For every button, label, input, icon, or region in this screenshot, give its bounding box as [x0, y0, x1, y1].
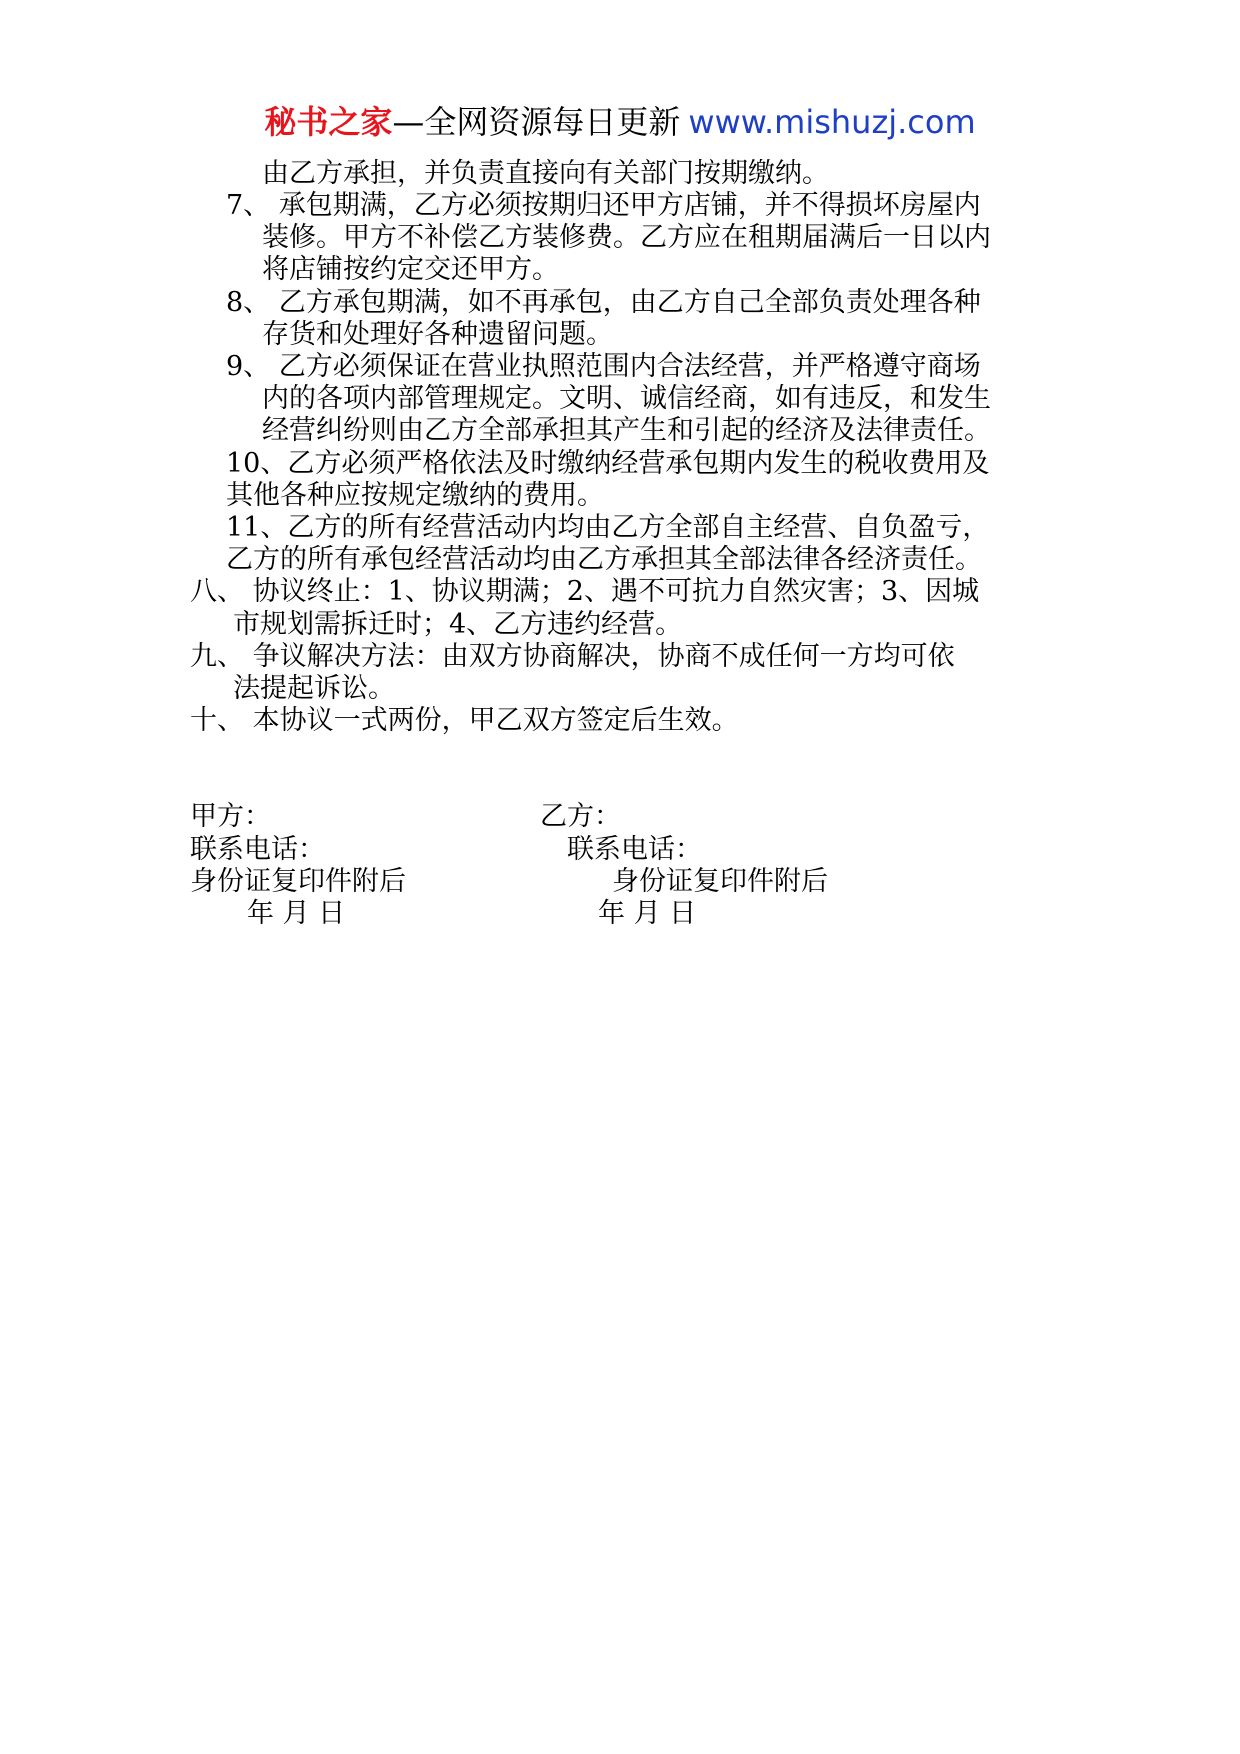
party-a-label: 甲方：	[190, 801, 271, 832]
clause-line: 由乙方承担，并负责直接向有关部门按期缴纳。	[262, 158, 829, 189]
clause-9-line: 9、 乙方必须保证在营业执照范围内合法经营，并严格遵守商场	[226, 351, 981, 382]
clause-line: 乙方的所有承包经营活动均由乙方承担其全部法律各经济责任。	[226, 544, 982, 575]
section-9-line: 九、 争议解决方法：由双方协商解决，协商不成任何一方均可依	[190, 641, 955, 672]
site-slogan: —全网资源每日更新	[392, 103, 681, 141]
section-8-line: 八、 协议终止：1、协议期满；2、遇不可抗力自然灾害；3、因城	[190, 576, 980, 607]
clause-8-line: 8、 乙方承包期满，如不再承包，由乙方自己全部负责处理各种	[226, 287, 981, 318]
party-a-phone: 联系电话：	[190, 834, 325, 865]
party-b-date: 年 月 日	[598, 898, 697, 929]
party-a-date: 年 月 日	[247, 898, 346, 929]
clause-7-line: 7、 承包期满，乙方必须按期归还甲方店铺，并不得损坏房屋内	[226, 190, 981, 221]
party-a-id-note: 身份证复印件附后	[190, 866, 406, 897]
site-header	[0, 100, 1240, 144]
clause-line: 装修。甲方不补偿乙方装修费。乙方应在租期届满后一日以内	[262, 222, 991, 253]
section-line: 法提起诉讼。	[233, 673, 395, 704]
site-brand: 秘书之家	[264, 103, 393, 141]
clause-10-line: 10、乙方必须严格依法及时缴纳经营承包期内发生的税收费用及	[226, 448, 990, 479]
clause-line: 将店铺按约定交还甲方。	[262, 254, 559, 285]
party-b-phone: 联系电话：	[567, 834, 702, 865]
section-line: 市规划需拆迁时；4、乙方违约经营。	[233, 609, 683, 640]
clause-line: 其他各种应按规定缴纳的费用。	[226, 480, 604, 511]
section-10-line: 十、 本协议一式两份，甲乙双方签定后生效。	[190, 705, 739, 736]
party-b-label: 乙方：	[540, 801, 621, 832]
clause-line: 存货和处理好各种遗留问题。	[262, 319, 613, 350]
clause-11-line: 11、乙方的所有经营活动内均由乙方全部自主经营、自负盈亏，	[226, 512, 990, 543]
site-url[interactable]: www.mishuzj.com	[688, 103, 976, 141]
party-b-id-note: 身份证复印件附后	[612, 866, 828, 897]
clause-line: 内的各项内部管理规定。文明、诚信经商，如有违反，和发生	[262, 383, 991, 414]
clause-line: 经营纠纷则由乙方全部承担其产生和引起的经济及法律责任。	[262, 415, 991, 446]
